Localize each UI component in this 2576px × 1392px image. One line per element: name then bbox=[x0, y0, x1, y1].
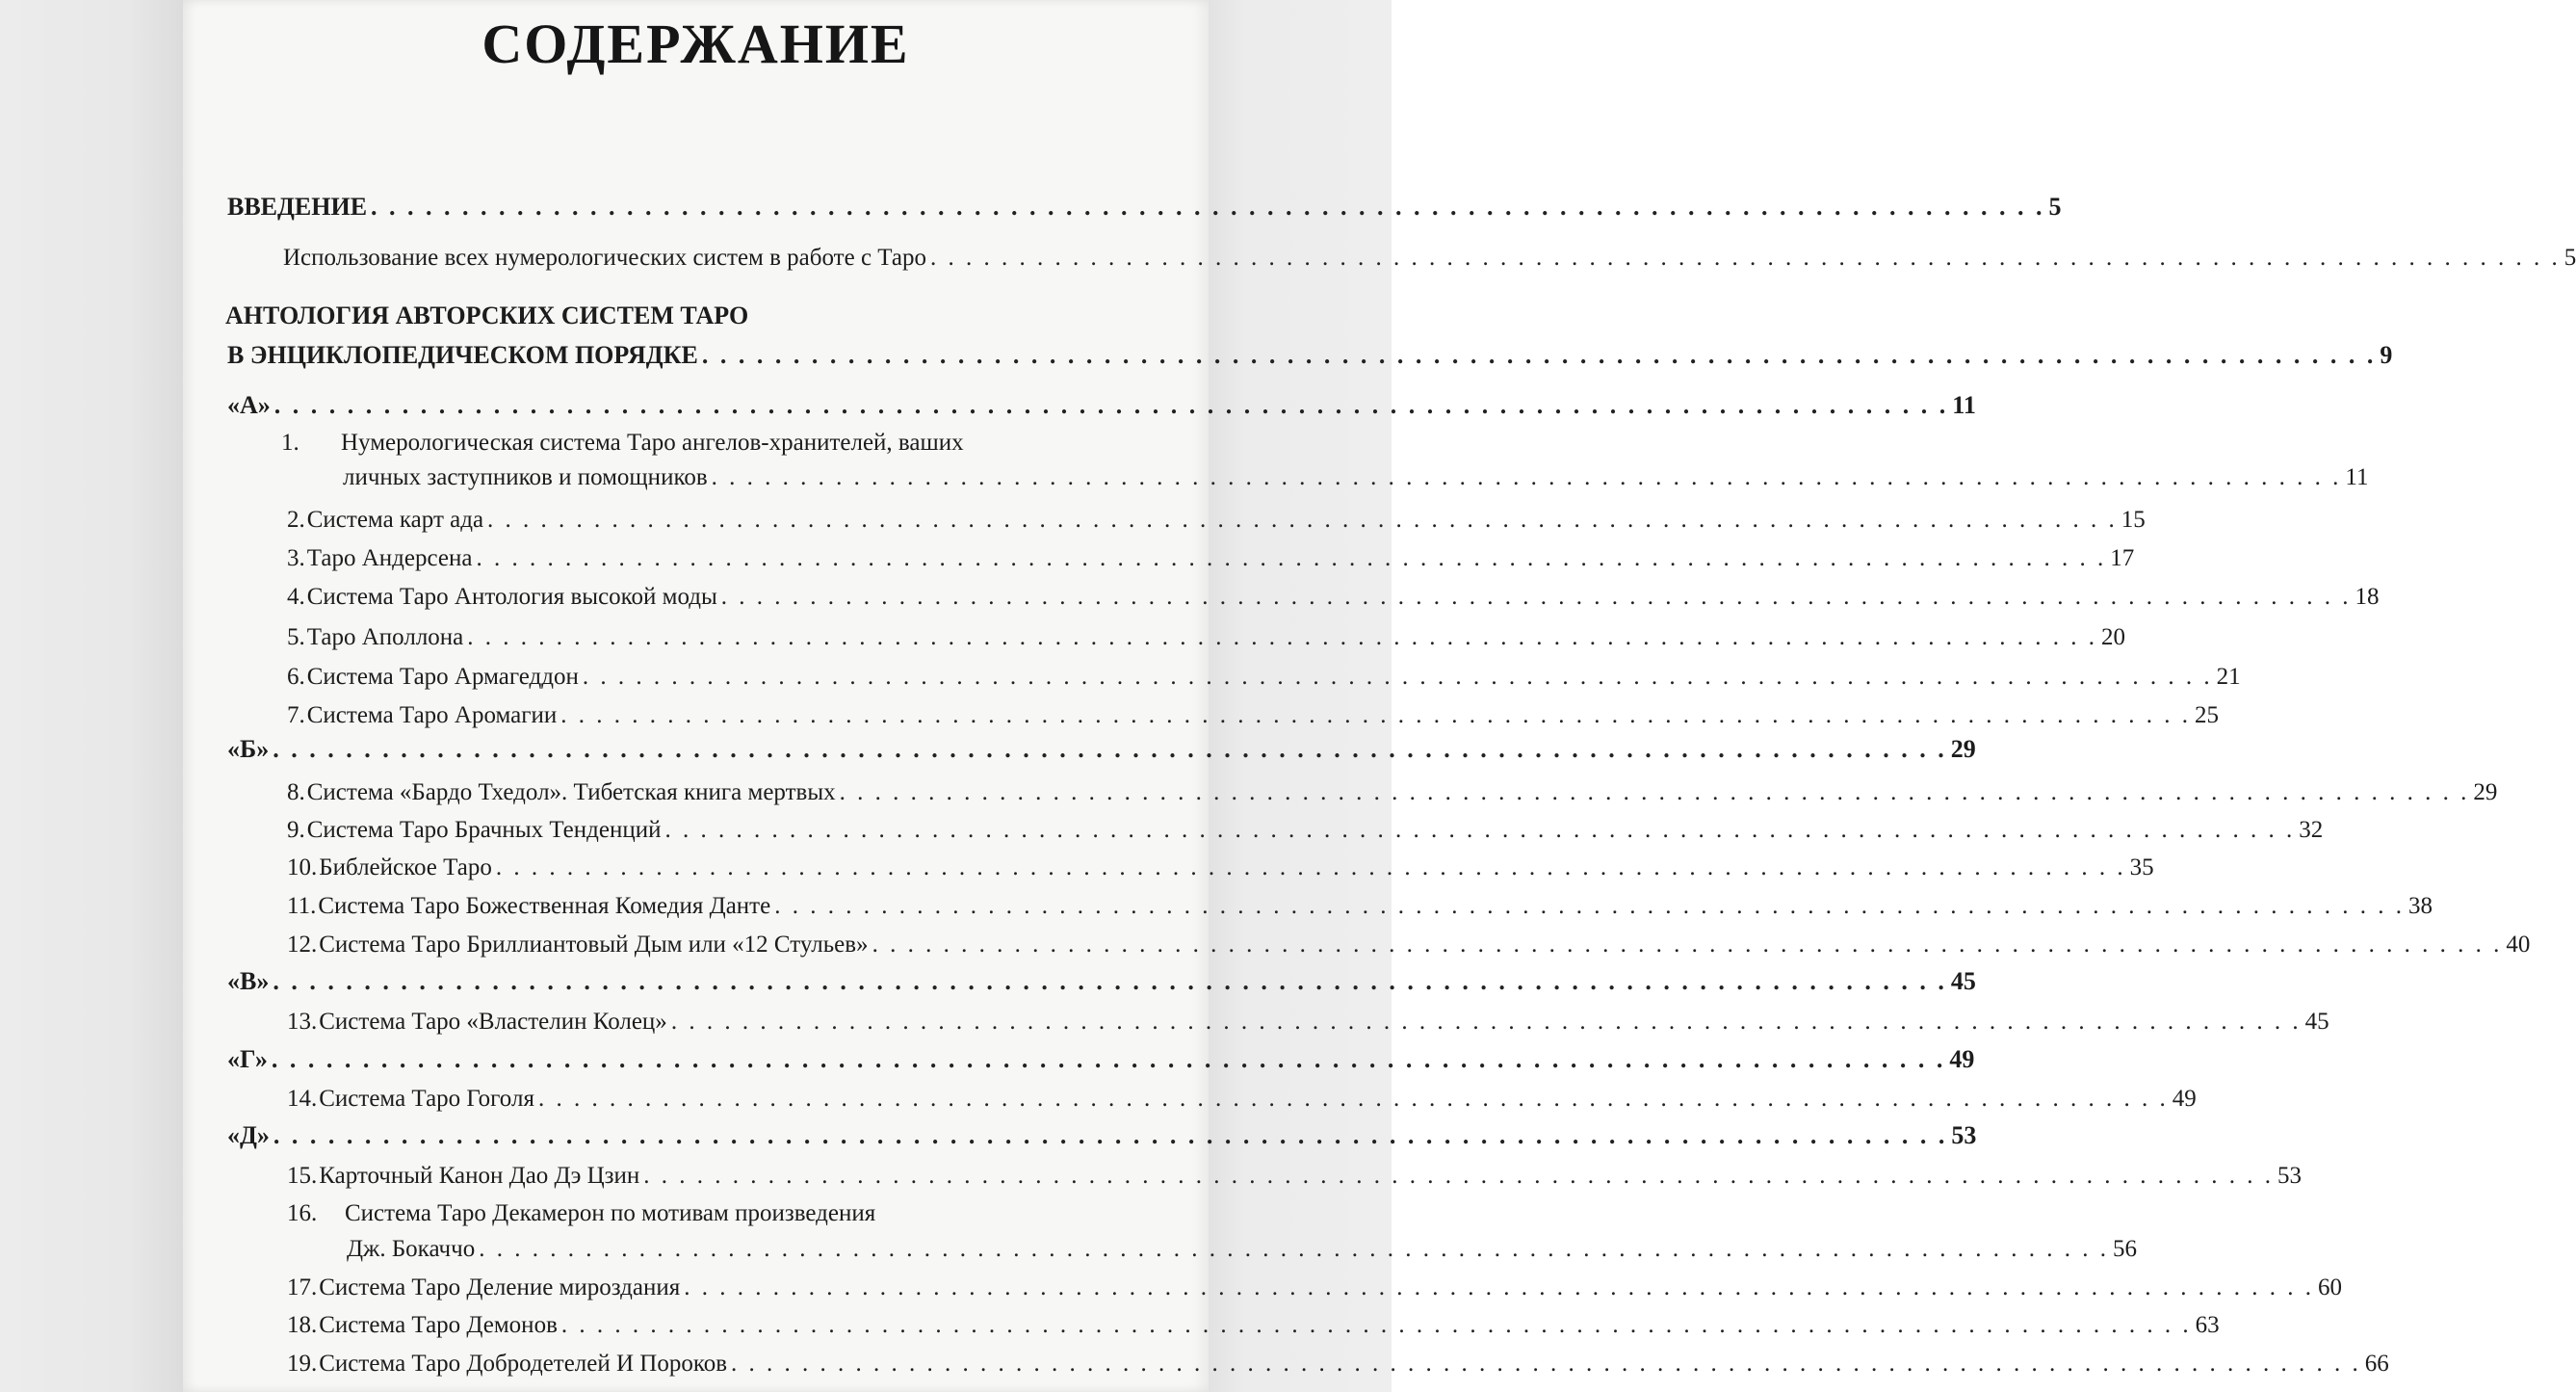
toc-page-number: 18 bbox=[2355, 584, 2380, 610]
toc-page-number: 45 bbox=[2304, 1009, 2329, 1035]
toc-page-number: 45 bbox=[1950, 967, 1976, 995]
toc-item-label: Система «Бардо Тхедол». Тибетская книга мертвых bbox=[306, 779, 836, 805]
leader-dots: . . . . . . . . . . . . . . . . . . . . . . . . . . . . . . . . . . . . . . . . . . . . . . . . . . . . . . . . . . . . . . . . . . . . . . . . . . . . . . . . . . . . . . . . . . . . bbox=[643, 1163, 2275, 1189]
leader-dots: . . . . . . . . . . . . . . . . . . . . . . . . . . . . . . . . . . . . . . . . . . . . . . . . . . . . . . . . . . . . . . . . . . . . . . . . . . . . . . . . . . . . . . . . . . . . bbox=[774, 893, 2405, 919]
leader-dots: . . . . . . . . . . . . . . . . . . . . . . . . . . . . . . . . . . . . . . . . . . . . . . . . . . . . . . . . . . . . . . . . . . . . . . . . . . . . . . . . . . . . . . . . . . . . bbox=[839, 779, 2470, 805]
toc-section-letter: «Д» bbox=[227, 1121, 270, 1149]
toc-section-v bbox=[225, 963, 1976, 996]
toc-item-label: Система Таро Демонов bbox=[319, 1312, 558, 1338]
leader-dots: . . . . . . . . . . . . . . . . . . . . . . . . . . . . . . . . . . . . . . . . . . . . . . . . . . . . . . . . . . . . . . . . . . . . . . . . . . . . . . . . . . . . . . . . . . . . bbox=[495, 854, 2126, 880]
leader-dots: . . . . . . . . . . . . . . . . . . . . . . . . . . . . . . . . . . . . . . . . . . . . . . . . . . . . . . . . . . . . . . . . . . . . . . . . . . . . . . . . . . . . . . . . . . . . bbox=[273, 735, 1947, 763]
toc-item-number: 13. bbox=[287, 1009, 318, 1035]
toc-page-number: 53 bbox=[1951, 1121, 1977, 1149]
toc-item-number: 4. bbox=[287, 584, 305, 610]
toc-entry-introduction bbox=[225, 189, 2062, 222]
toc-item-number: 15. bbox=[287, 1163, 318, 1189]
leader-dots: . . . . . . . . . . . . . . . . . . . . . . . . . . . . . . . . . . . . . . . . . . . . . . . . . . . . . . . . . . . . . . . . . . . . . . . . . . . . . . . . . . . . . . . . . . . . bbox=[582, 664, 2213, 690]
toc-section-letter: «А» bbox=[227, 391, 271, 419]
toc-page-number: 29 bbox=[1950, 735, 1976, 763]
toc-page-number: 15 bbox=[2121, 507, 2146, 533]
toc-item bbox=[225, 1081, 2197, 1114]
toc-entry-label: Использование всех нумерологических систем в работе с Таро bbox=[283, 245, 927, 271]
toc-item-label: Система Таро Божественная Комедия Данте bbox=[318, 893, 771, 919]
toc-section-letter: «В» bbox=[227, 967, 270, 995]
toc-page-number: 17 bbox=[2110, 545, 2135, 571]
leader-dots: . . . . . . . . . . . . . . . . . . . . . . . . . . . . . . . . . . . . . . . . . . . . . . . . . . . . . . . . . . . . . . . . . . . . . . . . . . . . . . . . . . . . . . . . . . . . bbox=[731, 1351, 2361, 1377]
toc-entry-introduction-sub bbox=[281, 240, 2576, 273]
leader-dots: . . . . . . . . . . . . . . . . . . . . . . . . . . . . . . . . . . . . . . . . . . . . . . . . . . . . . . . . . . . . . . . . . . . . . . . . . . . . . . . . . . . . . . . . . . . . bbox=[487, 507, 2118, 533]
toc-entry-anthology bbox=[225, 337, 2393, 370]
leader-dots: . . . . . . . . . . . . . . . . . . . . . . . . . . . . . . . . . . . . . . . . . . . . . . . . . . . . . . . . . . . . . . . . . . . . . . . . . . . . . . . . . . . . . . . . . . . . bbox=[476, 545, 2107, 571]
toc-item-label: Система Таро Гоголя bbox=[319, 1086, 534, 1112]
toc-item-label: Система Таро Антология высокой моды bbox=[306, 584, 717, 610]
toc-item bbox=[225, 697, 2219, 730]
toc-item-number: 1. bbox=[281, 430, 299, 456]
leader-dots: . . . . . . . . . . . . . . . . . . . . . . . . . . . . . . . . . . . . . . . . . . . . . . . . . . . . . . . . . . . . . . . . . . . . . . . . . . . . . . . . . . . . . . . . . . . . bbox=[670, 1009, 2302, 1035]
toc-page-number: 40 bbox=[2506, 932, 2531, 958]
toc-item bbox=[225, 888, 2433, 921]
toc-item-label: личных заступников и помощников bbox=[343, 464, 708, 490]
toc-item-number: 11. bbox=[287, 893, 317, 919]
leader-dots: . . . . . . . . . . . . . . . . . . . . . . . . . . . . . . . . . . . . . . . . . . . . . . . . . . . . . . . . . . . . . . . . . . . . . . . . . . . . . . . . . . . . . . . . . . . . bbox=[273, 967, 1947, 995]
toc-item-label: Система Таро Аромагии bbox=[306, 702, 558, 728]
toc-item-label: Система Таро Деление мироздания bbox=[319, 1274, 681, 1300]
toc-page-number: 9 bbox=[2380, 341, 2393, 369]
toc-item bbox=[225, 1307, 2220, 1340]
leader-dots: . . . . . . . . . . . . . . . . . . . . . . . . . . . . . . . . . . . . . . . . . . . . . . . . . . . . . . . . . . . . . . . . . . . . . . . . . . . . . . . . . . . . . . . . . . . . bbox=[273, 391, 1949, 419]
leader-dots: . . . . . . . . . . . . . . . . . . . . . . . . . . . . . . . . . . . . . . . . . . . . . . . . . . . . . . . . . . . . . . . . . . . . . . . . . . . . . . . . . . . . . . . . . . . . bbox=[701, 341, 2377, 369]
toc-section-letter: «Г» bbox=[227, 1045, 268, 1073]
toc-item bbox=[225, 619, 2126, 652]
toc-page-number: 35 bbox=[2129, 854, 2154, 880]
toc-item bbox=[225, 579, 2380, 612]
leader-dots: . . . . . . . . . . . . . . . . . . . . . . . . . . . . . . . . . . . . . . . . . . . . . . . . . . . . . . . . . . . . . . . . . . . . . . . . . . . . . . . . . . . . . . . . . . . . bbox=[560, 1312, 2192, 1338]
toc-item bbox=[225, 850, 2154, 882]
toc-section-g bbox=[225, 1041, 1975, 1074]
toc-section-d bbox=[225, 1117, 1977, 1150]
toc-page-number: 49 bbox=[2172, 1086, 2197, 1112]
leader-dots: . . . . . . . . . . . . . . . . . . . . . . . . . . . . . . . . . . . . . . . . . . . . . . . . . . . . . . . . . . . . . . . . . . . . . . . . . . . . . . . . . . . . . . . . . . . . bbox=[664, 817, 2296, 843]
toc-page-number: 11 bbox=[1952, 391, 1976, 419]
toc-item-label: Система Таро Брачных Тенденций bbox=[306, 817, 662, 843]
leader-dots: . . . . . . . . . . . . . . . . . . . . . . . . . . . . . . . . . . . . . . . . . . . . . . . . . . . . . . . . . . . . . . . . . . . . . . . . . . . . . . . . . . . . . . . . . . . . bbox=[537, 1086, 2169, 1112]
leader-dots: . . . . . . . . . . . . . . . . . . . . . . . . . . . . . . . . . . . . . . . . . . . . . . . . . . . . . . . . . . . . . . . . . . . . . . . . . . . . . . . . . . . . . . . . . . . . bbox=[371, 193, 2045, 221]
toc-page-number: 29 bbox=[2473, 779, 2498, 805]
toc-item bbox=[225, 1004, 2329, 1037]
toc-item-number: 14. bbox=[287, 1086, 318, 1112]
toc-item bbox=[225, 775, 2498, 807]
toc-item-label: Библейское Таро bbox=[319, 854, 492, 880]
toc-page-number: 38 bbox=[2407, 893, 2433, 919]
toc-item-number: 17. bbox=[287, 1274, 318, 1300]
toc-item bbox=[225, 540, 2135, 573]
leader-dots: . . . . . . . . . . . . . . . . . . . . . . . . . . . . . . . . . . . . . . . . . . . . . . . . . . . . . . . . . . . . . . . . . . . . . . . . . . . . . . . . . . . . . . . . . . . . bbox=[273, 1121, 1948, 1149]
toc-item-number: 19. bbox=[287, 1351, 318, 1377]
toc-item bbox=[225, 927, 2531, 959]
toc-item-number: 2. bbox=[287, 507, 305, 533]
toc-page-number: 32 bbox=[2299, 817, 2324, 843]
toc-item-number: 6. bbox=[287, 664, 305, 690]
toc-item bbox=[225, 1346, 2389, 1379]
toc-entry-label: ВВЕДЕНИЕ bbox=[227, 193, 368, 221]
toc-entry-label: В ЭНЦИКЛОПЕДИЧЕСКОМ ПОРЯДКЕ bbox=[227, 341, 698, 369]
toc-section-b bbox=[225, 731, 1976, 764]
toc-item bbox=[225, 502, 2146, 535]
toc-item-label: Система Таро Армагеддон bbox=[306, 664, 579, 690]
page-title: СОДЕРЖАНИЕ bbox=[481, 13, 910, 75]
toc-page-number: 63 bbox=[2195, 1312, 2220, 1338]
toc-page-number: 56 bbox=[2112, 1236, 2137, 1262]
left-background bbox=[0, 0, 183, 1392]
toc-item bbox=[341, 460, 2369, 492]
toc-item bbox=[225, 1270, 2342, 1302]
toc-item-number: 9. bbox=[287, 817, 305, 843]
toc-item bbox=[345, 1231, 2137, 1264]
toc-item-label: Система Таро «Властелин Колец» bbox=[319, 1009, 667, 1035]
toc-item-number: 7. bbox=[287, 702, 305, 728]
toc-page-number: 60 bbox=[2318, 1274, 2342, 1300]
toc-item-number: 12. bbox=[287, 932, 318, 958]
toc-item-number: 16. bbox=[287, 1200, 318, 1226]
toc-item-label: Карточный Канон Дао Дэ Цзин bbox=[319, 1163, 640, 1189]
leader-dots: . . . . . . . . . . . . . . . . . . . . . . . . . . . . . . . . . . . . . . . . . . . . . . . . . . . . . . . . . . . . . . . . . . . . . . . . . . . . . . . . . . . . . . . . . . . . bbox=[271, 1045, 1946, 1073]
leader-dots: . . . . . . . . . . . . . . . . . . . . . . . . . . . . . . . . . . . . . . . . . . . . . . . . . . . . . . . . . . . . . . . . . . . . . . . . . . . . . . . . . . . . . . . . . . . . bbox=[872, 932, 2503, 958]
toc-page-number: 5 bbox=[2563, 245, 2576, 271]
leader-dots: . . . . . . . . . . . . . . . . . . . . . . . . . . . . . . . . . . . . . . . . . . . . . . . . . . . . . . . . . . . . . . . . . . . . . . . . . . . . . . . . . . . . . . . . . . . . bbox=[720, 584, 2352, 610]
toc-item-number: 8. bbox=[287, 779, 305, 805]
toc-item-line: Система Таро Декамерон по мотивам произведения bbox=[345, 1200, 876, 1226]
toc-item bbox=[225, 812, 2324, 845]
toc-item-label: Система карт ада bbox=[306, 507, 484, 533]
toc-item-label: Система Таро Добродетелей И Пороков bbox=[319, 1351, 728, 1377]
toc-page-number: 5 bbox=[2048, 193, 2062, 221]
toc-page-number: 49 bbox=[1949, 1045, 1975, 1073]
toc-page-number: 21 bbox=[2216, 664, 2241, 690]
toc-item bbox=[225, 1158, 2303, 1191]
toc-item-line: Нумерологическая система Таро ангелов-хранителей, ваших bbox=[341, 430, 964, 456]
toc-page-number: 20 bbox=[2101, 624, 2126, 650]
toc-item-label: Система Таро Бриллиантовый Дым или «12 Стульев» bbox=[319, 932, 869, 958]
toc-item-number: 3. bbox=[287, 545, 305, 571]
leader-dots: . . . . . . . . . . . . . . . . . . . . . . . . . . . . . . . . . . . . . . . . . . . . . . . . . . . . . . . . . . . . . . . . . . . . . . . . . . . . . . . . . . . . . . . . . . . . bbox=[467, 624, 2098, 650]
toc-item-label: Таро Аполлона bbox=[306, 624, 464, 650]
leader-dots: . . . . . . . . . . . . . . . . . . . . . . . . . . . . . . . . . . . . . . . . . . . . . . . . . . . . . . . . . . . . . . . . . . . . . . . . . . . . . . . . . . . . . . . . . . . . bbox=[479, 1236, 2109, 1262]
toc-page-number: 11 bbox=[2345, 464, 2369, 490]
toc-section-letter: «Б» bbox=[227, 735, 270, 763]
leader-dots: . . . . . . . . . . . . . . . . . . . . . . . . . . . . . . . . . . . . . . . . . . . . . . . . . . . . . . . . . . . . . . . . . . . . . . . . . . . . . . . . . . . . . . . . . . . . bbox=[711, 464, 2342, 490]
toc-item-label: Таро Андерсена bbox=[306, 545, 473, 571]
toc-item-number: 10. bbox=[287, 854, 318, 880]
toc-item-number: 18. bbox=[287, 1312, 318, 1338]
toc-heading-anthology-line1: АНТОЛОГИЯ АВТОРСКИХ СИСТЕМ ТАРО bbox=[225, 302, 749, 329]
toc-page-number: 53 bbox=[2277, 1163, 2303, 1189]
toc-section-a bbox=[225, 387, 1976, 420]
leader-dots: . . . . . . . . . . . . . . . . . . . . . . . . . . . . . . . . . . . . . . . . . . . . . . . . . . . . . . . . . . . . . . . . . . . . . . . . . . . . . . . . . . . . . . . . . . . . bbox=[560, 702, 2191, 728]
toc-page-number: 66 bbox=[2364, 1351, 2389, 1377]
leader-dots: . . . . . . . . . . . . . . . . . . . . . . . . . . . . . . . . . . . . . . . . . . . . . . . . . . . . . . . . . . . . . . . . . . . . . . . . . . . . . . . . . . . . . . . . . . . . bbox=[684, 1274, 2314, 1300]
toc-item-number: 5. bbox=[287, 624, 305, 650]
toc-item bbox=[225, 659, 2241, 692]
toc-item-label: Дж. Бокаччо bbox=[347, 1236, 476, 1262]
leader-dots: . . . . . . . . . . . . . . . . . . . . . . . . . . . . . . . . . . . . . . . . . . . . . . . . . . . . . . . . . . . . . . . . . . . . . . . . . . . . . . . . . . . . . . . . . . . . bbox=[930, 245, 2561, 271]
toc-page-number: 25 bbox=[2195, 702, 2219, 728]
